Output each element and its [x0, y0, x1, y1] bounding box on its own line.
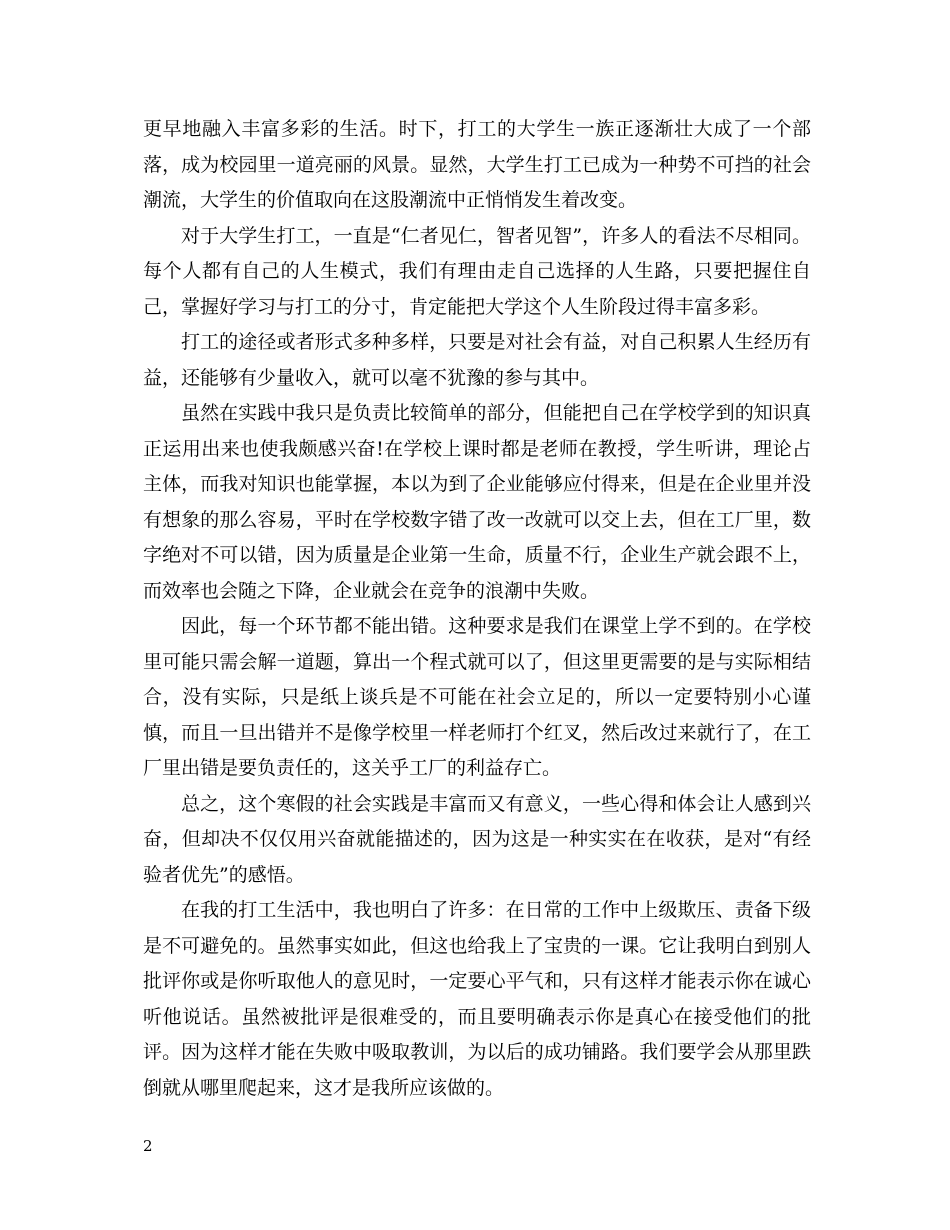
paragraph-2: 对于大学生打工，一直是“仁者见仁，智者见智”，许多人的看法不尽相同。每个人都有自己的人生模式，我们有理由走自己选择的人生路，只要把握住自己，掌握好学习与打工的分寸，肯定能把大学这个人生阶段过得丰富多彩。 [143, 224, 811, 318]
paragraph-3: 打工的途径或者形式多种多样，只要是对社会有益，对自己积累人生经历有益，还能够有少量收入，就可以毫不犹豫的参与其中。 [143, 331, 811, 389]
paragraph-4: 虽然在实践中我只是负责比较简单的部分，但能把自己在学校学到的知识真正运用出来也使我颇感兴奋!在学校上课时都是老师在教授，学生听讲，理论占主体，而我对知识也能掌握，本以为到了企业能够应付得来，但是在企业里并没有想象的那么容易，平时在学校数字错了改一改就可以交上去，但在工厂里，数字绝对不可以错，因为质量是企业第一生命，质量不行，企业生产就会跟不上，而效率也会随之下降，企业就会在竞争的浪潮中失败。 [143, 402, 811, 602]
paragraph-5: 因此，每一个环节都不能出错。这种要求是我们在课堂上学不到的。在学校里可能只需会解一道题，算出一个程式就可以了，但这里更需要的是与实际相结合，没有实际，只是纸上谈兵是不可能在社会立足的，所以一定要特别小心谨慎，而且一旦出错并不是像学校里一样老师打个红叉，然后改过来就行了，在工厂里出错是要负责任的，这关乎工厂的利益存亡。 [143, 615, 811, 779]
document-body [143, 112, 811, 1106]
paragraph-7: 在我的打工生活中，我也明白了许多：在日常的工作中上级欺压、责备下级是不可避免的。虽然事实如此，但这也给我上了宝贵的一课。它让我明白到别人批评你或是你听取他人的意见时，一定要心平气和，只有这样才能表示你在诚心听他说话。虽然被批评是很难受的，而且要明确表示你是真心在接受他们的批评。因为这样才能在失败中吸取教训，为以后的成功铺路。我们要学会从那里跌倒就从哪里爬起来，这才是我所应该做的。 [143, 899, 811, 1099]
page-number: 2 [143, 1137, 153, 1155]
paragraph-1: 更早地融入丰富多彩的生活。时下，打工的大学生一族正逐渐壮大成了一个部落，成为校园里一道亮丽的风景。显然，大学生打工已成为一种势不可挡的社会潮流，大学生的价值取向在这股潮流中正悄悄发生着改变。 [143, 118, 811, 211]
paragraph-6: 总之，这个寒假的社会实践是丰富而又有意义，一些心得和体会让人感到兴奋，但却决不仅仅用兴奋就能描述的，因为这是一种实实在在收获，是对“有经验者优先”的感悟。 [143, 792, 811, 886]
